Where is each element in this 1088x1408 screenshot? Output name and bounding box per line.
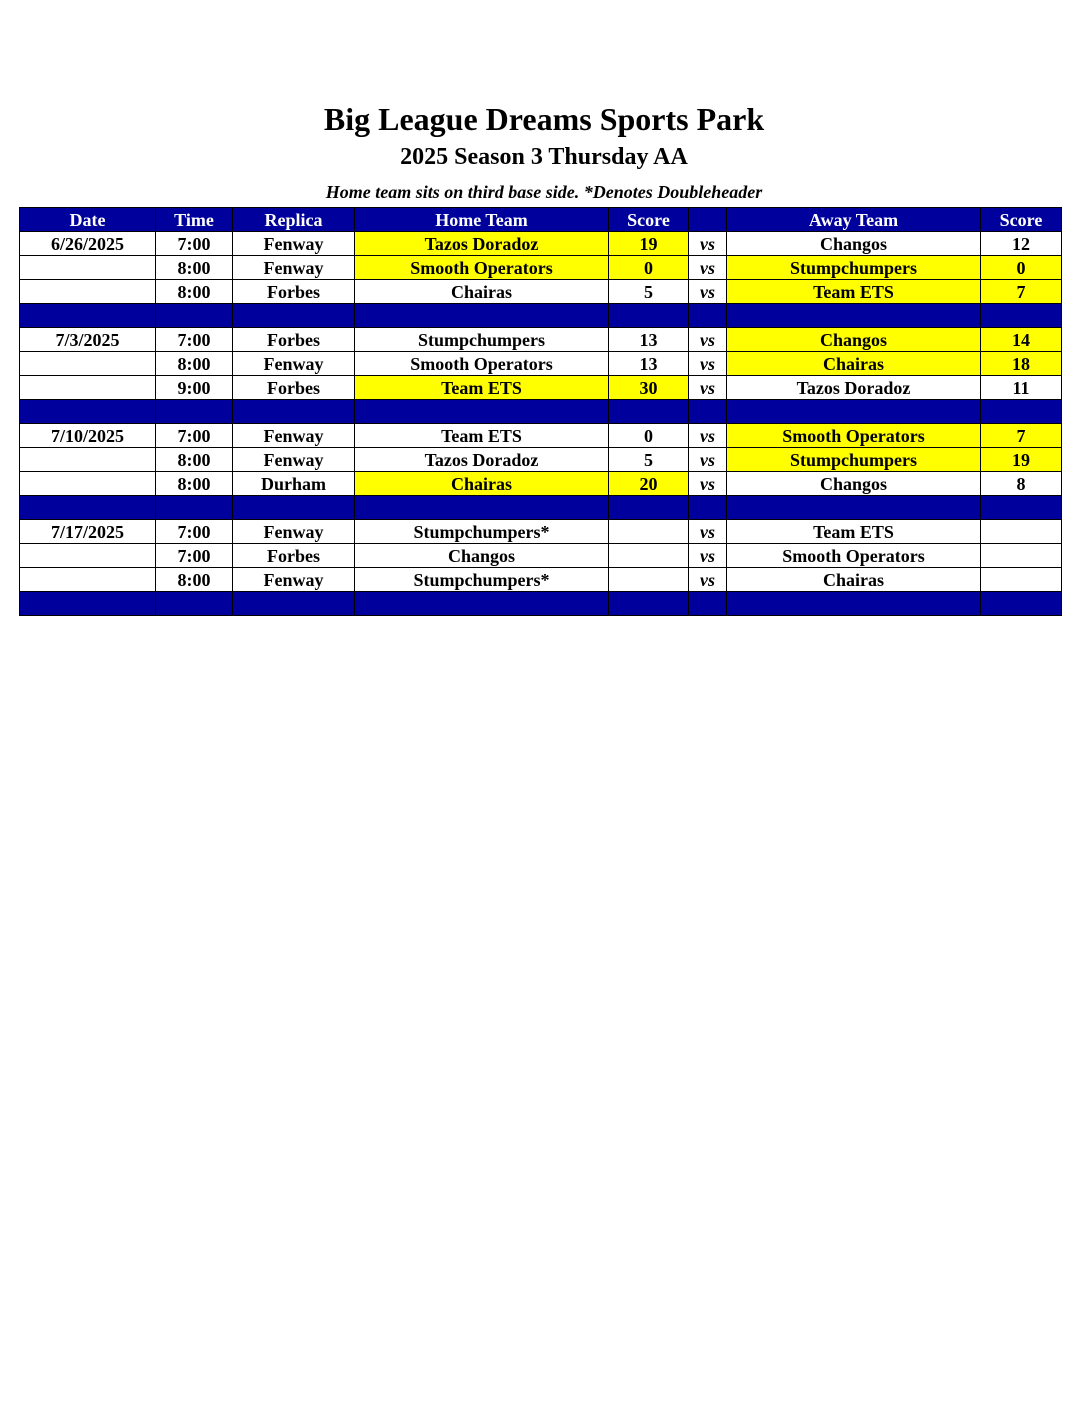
week-separator-row [20, 400, 1062, 424]
away-team: Chairas [727, 352, 981, 376]
vs-label: vs [689, 448, 727, 472]
separator-cell [689, 304, 727, 328]
separator-cell [981, 304, 1062, 328]
game-row [20, 424, 1062, 448]
home-score: 0 [609, 256, 689, 280]
home-score: 19 [609, 232, 689, 256]
game-row [20, 352, 1062, 376]
separator-cell [609, 304, 689, 328]
game-time: 8:00 [156, 448, 233, 472]
home-score: 13 [609, 352, 689, 376]
home-team: Smooth Operators [355, 256, 609, 280]
separator-cell [156, 400, 233, 424]
vs-label: vs [689, 328, 727, 352]
week-separator-row [20, 304, 1062, 328]
home-team: Changos [355, 544, 609, 568]
header-replica: Replica [233, 208, 355, 232]
week-separator-row [20, 496, 1062, 520]
header-row [20, 208, 1062, 232]
home-team: Team ETS [355, 424, 609, 448]
separator-cell [156, 304, 233, 328]
header-date: Date [20, 208, 156, 232]
vs-label: vs [689, 520, 727, 544]
separator-cell [981, 400, 1062, 424]
home-team: Team ETS [355, 376, 609, 400]
away-score [981, 568, 1062, 592]
away-team: Changos [727, 472, 981, 496]
home-score [609, 568, 689, 592]
separator-cell [20, 592, 156, 616]
game-time: 7:00 [156, 328, 233, 352]
away-score: 7 [981, 280, 1062, 304]
schedule-body [20, 232, 1062, 616]
home-score: 20 [609, 472, 689, 496]
home-score: 5 [609, 448, 689, 472]
home-score: 30 [609, 376, 689, 400]
game-replica: Fenway [233, 520, 355, 544]
vs-label: vs [689, 376, 727, 400]
away-score [981, 520, 1062, 544]
away-team: Smooth Operators [727, 544, 981, 568]
game-date: 7/17/2025 [20, 520, 156, 544]
away-team: Smooth Operators [727, 424, 981, 448]
game-date: 6/26/2025 [20, 232, 156, 256]
game-row [20, 256, 1062, 280]
game-date [20, 568, 156, 592]
separator-cell [355, 304, 609, 328]
separator-cell [689, 592, 727, 616]
header-home-score: Score [609, 208, 689, 232]
separator-cell [156, 592, 233, 616]
vs-label: vs [689, 352, 727, 376]
away-team: Team ETS [727, 280, 981, 304]
game-row [20, 232, 1062, 256]
game-replica: Fenway [233, 424, 355, 448]
game-date [20, 544, 156, 568]
home-score: 5 [609, 280, 689, 304]
home-team: Tazos Doradoz [355, 448, 609, 472]
game-row [20, 376, 1062, 400]
separator-cell [727, 304, 981, 328]
away-team: Tazos Doradoz [727, 376, 981, 400]
game-time: 8:00 [156, 280, 233, 304]
away-team: Stumpchumpers [727, 256, 981, 280]
away-score: 18 [981, 352, 1062, 376]
vs-label: vs [689, 424, 727, 448]
header-away-score: Score [981, 208, 1062, 232]
separator-cell [609, 400, 689, 424]
away-score: 7 [981, 424, 1062, 448]
separator-cell [609, 496, 689, 520]
game-row [20, 448, 1062, 472]
separator-cell [20, 400, 156, 424]
away-score: 11 [981, 376, 1062, 400]
week-separator-row [20, 592, 1062, 616]
away-score: 19 [981, 448, 1062, 472]
home-score [609, 520, 689, 544]
game-time: 8:00 [156, 568, 233, 592]
game-time: 8:00 [156, 472, 233, 496]
home-team: Stumpchumpers* [355, 520, 609, 544]
away-team: Team ETS [727, 520, 981, 544]
game-date [20, 376, 156, 400]
separator-cell [981, 592, 1062, 616]
vs-label: vs [689, 256, 727, 280]
away-score: 12 [981, 232, 1062, 256]
separator-cell [156, 496, 233, 520]
game-date [20, 280, 156, 304]
away-team: Changos [727, 328, 981, 352]
game-replica: Fenway [233, 568, 355, 592]
away-score: 8 [981, 472, 1062, 496]
game-replica: Fenway [233, 448, 355, 472]
home-score [609, 544, 689, 568]
game-time: 8:00 [156, 352, 233, 376]
separator-cell [233, 592, 355, 616]
game-row [20, 568, 1062, 592]
game-row [20, 520, 1062, 544]
game-time: 7:00 [156, 232, 233, 256]
game-time: 9:00 [156, 376, 233, 400]
separator-cell [233, 304, 355, 328]
game-replica: Forbes [233, 376, 355, 400]
game-row [20, 280, 1062, 304]
header-home-team: Home Team [355, 208, 609, 232]
header-vs [689, 208, 727, 232]
game-time: 7:00 [156, 520, 233, 544]
separator-cell [20, 496, 156, 520]
home-team: Chairas [355, 280, 609, 304]
game-row [20, 472, 1062, 496]
game-replica: Fenway [233, 256, 355, 280]
game-date [20, 256, 156, 280]
separator-cell [609, 592, 689, 616]
home-team: Stumpchumpers [355, 328, 609, 352]
game-replica: Forbes [233, 280, 355, 304]
home-team: Chairas [355, 472, 609, 496]
separator-cell [689, 496, 727, 520]
home-team: Tazos Doradoz [355, 232, 609, 256]
page-title: Big League Dreams Sports Park [323, 101, 765, 137]
away-team: Chairas [727, 568, 981, 592]
game-date [20, 472, 156, 496]
home-score: 13 [609, 328, 689, 352]
game-replica: Durham [233, 472, 355, 496]
away-score [981, 544, 1062, 568]
away-team: Stumpchumpers [727, 448, 981, 472]
vs-label: vs [689, 232, 727, 256]
game-row [20, 328, 1062, 352]
separator-cell [981, 496, 1062, 520]
separator-cell [689, 400, 727, 424]
game-replica: Forbes [233, 328, 355, 352]
game-date [20, 352, 156, 376]
separator-cell [355, 592, 609, 616]
header-away-team: Away Team [727, 208, 981, 232]
home-score: 0 [609, 424, 689, 448]
separator-cell [727, 400, 981, 424]
home-team: Stumpchumpers* [355, 568, 609, 592]
game-replica: Fenway [233, 232, 355, 256]
game-row [20, 544, 1062, 568]
away-score: 14 [981, 328, 1062, 352]
game-replica: Forbes [233, 544, 355, 568]
vs-label: vs [689, 280, 727, 304]
game-date: 7/3/2025 [20, 328, 156, 352]
game-date [20, 448, 156, 472]
game-replica: Fenway [233, 352, 355, 376]
away-score: 0 [981, 256, 1062, 280]
vs-label: vs [689, 472, 727, 496]
away-team: Changos [727, 232, 981, 256]
home-team: Smooth Operators [355, 352, 609, 376]
separator-cell [233, 400, 355, 424]
game-time: 7:00 [156, 424, 233, 448]
separator-cell [233, 496, 355, 520]
game-date: 7/10/2025 [20, 424, 156, 448]
header-time: Time [156, 208, 233, 232]
separator-cell [355, 496, 609, 520]
vs-label: vs [689, 568, 727, 592]
separator-cell [355, 400, 609, 424]
game-time: 8:00 [156, 256, 233, 280]
game-time: 7:00 [156, 544, 233, 568]
schedule-note: Home team sits on third base side. *Denotes Doubleheader [325, 182, 763, 202]
vs-label: vs [689, 544, 727, 568]
page-subtitle: 2025 Season 3 Thursday AA [400, 144, 688, 170]
separator-cell [727, 496, 981, 520]
separator-cell [727, 592, 981, 616]
separator-cell [20, 304, 156, 328]
schedule-table [19, 207, 1062, 616]
